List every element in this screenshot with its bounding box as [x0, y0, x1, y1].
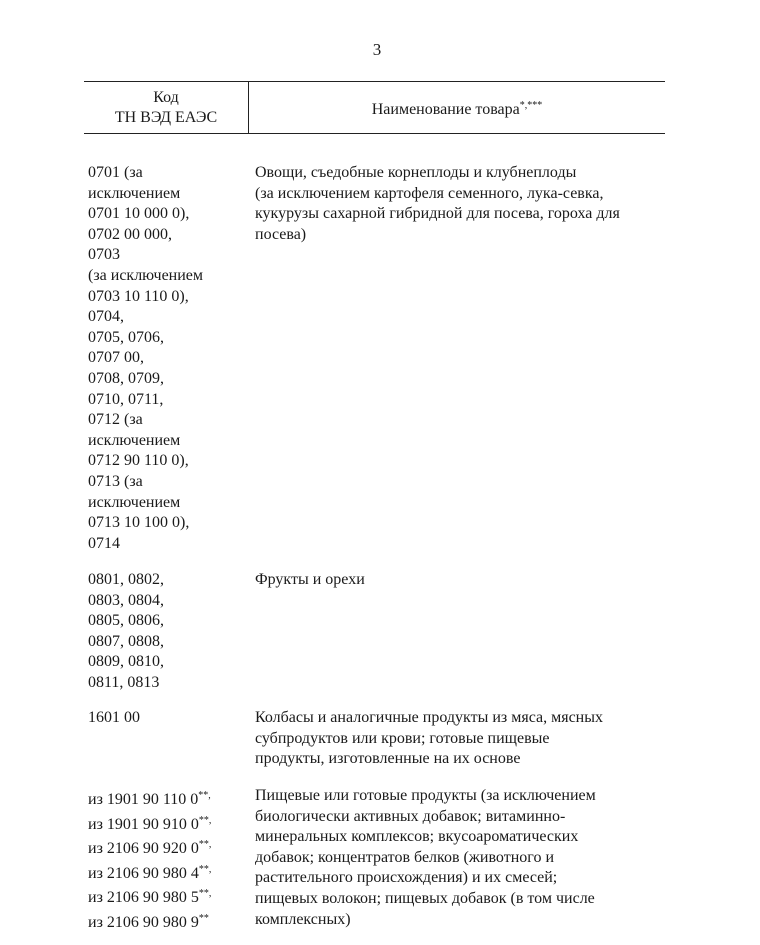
tariff-code-text: 0803, 0804,	[88, 591, 164, 609]
product-name-line: Фрукты и орехи	[255, 571, 365, 588]
tariff-code-line	[88, 860, 248, 885]
tariff-code-text: из 1901 90 910 0	[88, 815, 199, 833]
footnote-mark: **,	[198, 790, 211, 801]
tariff-code-cell	[88, 786, 248, 934]
product-name-line: кукурузы сахарной гибридной для посева, гороха для	[255, 205, 620, 223]
tariff-code-text: 0705, 0706,	[88, 328, 164, 346]
tariff-code-text: 0708, 0709,	[88, 369, 164, 387]
header-bottom-rule	[84, 133, 665, 134]
tariff-code-line	[88, 348, 248, 369]
tariff-code-line	[88, 570, 248, 591]
tariff-code-line	[88, 632, 248, 653]
tariff-code-text: 0712 (за	[88, 411, 143, 429]
tariff-code-text: 0811, 0813	[88, 673, 160, 691]
tariff-code-line	[88, 909, 248, 934]
product-name-line: биологически активных добавок; витаминно-	[255, 807, 566, 825]
tariff-code-line	[88, 513, 248, 534]
tariff-code-line	[88, 811, 248, 836]
tariff-code-line	[88, 287, 248, 308]
product-name-line: растительного происхождения) и их смесей;	[255, 869, 558, 887]
tariff-code-line	[88, 266, 248, 287]
product-name-line: добавок; концентратов белков (животного и	[255, 848, 554, 866]
tariff-code-line	[88, 369, 248, 390]
tariff-code-line	[88, 184, 248, 205]
tariff-code-line	[88, 611, 248, 632]
tariff-code-line	[88, 163, 248, 184]
tariff-code-line	[88, 245, 248, 266]
column-header-name-text: Наименование товара	[371, 101, 520, 118]
tariff-code-text: 0712 90 110 0),	[88, 452, 189, 470]
product-name-line: продукты, изготовленные на их основе	[255, 750, 521, 768]
footnote-mark: **,	[198, 863, 212, 875]
tariff-code-line	[88, 472, 248, 493]
tariff-code-line	[88, 673, 248, 694]
tariff-code-text: 0703 10 110 0),	[88, 287, 189, 305]
tariff-code-line	[88, 390, 248, 411]
tariff-code-text: 0703	[88, 246, 120, 264]
product-name-line: субпродуктов или крови; готовые пищевые	[255, 729, 550, 747]
tariff-code-text: 0701 (за	[88, 164, 143, 181]
tariff-code-line	[88, 652, 248, 673]
tariff-code-text: 0710, 0711,	[88, 390, 164, 408]
tariff-code-line	[88, 493, 248, 514]
product-name-cell	[255, 570, 668, 591]
tariff-code-text: 0704,	[88, 308, 124, 326]
tariff-code-line	[88, 328, 248, 349]
product-name-line: комплексных)	[255, 910, 351, 928]
product-name-cell	[255, 163, 668, 245]
page-number: 3	[372, 40, 382, 59]
tariff-code-line	[88, 708, 248, 729]
tariff-code-line	[88, 204, 248, 225]
tariff-code-text: исключением	[88, 184, 181, 202]
table-top-rule	[84, 81, 665, 82]
column-header-footnote-mark: *,***	[519, 100, 543, 111]
tariff-code-text: 0801, 0802,	[88, 571, 164, 588]
product-name-line: Овощи, съедобные корнеплоды и клубнеплоды	[255, 164, 577, 181]
tariff-code-line	[88, 431, 248, 452]
footnote-mark: **,	[198, 888, 212, 900]
column-header-code-line1: Код	[153, 89, 179, 106]
product-name-line: Колбасы и аналогичные продукты из мяса, мясных	[255, 709, 603, 726]
product-name-line: пищевых волокон; пищевых добавок (в том числе	[255, 889, 595, 907]
tariff-code-text: исключением	[88, 431, 181, 449]
tariff-code-line	[88, 307, 248, 328]
tariff-code-text: 0701 10 000 0),	[88, 205, 190, 223]
tariff-code-cell	[88, 570, 248, 694]
tariff-code-text: из 2106 90 920 0	[88, 840, 199, 858]
product-name-cell	[255, 708, 668, 770]
tariff-code-text: из 2106 90 980 5	[88, 889, 199, 907]
tariff-code-text: исключением	[88, 493, 181, 511]
column-header-name	[249, 96, 665, 120]
tariff-code-text: 0713 (за	[88, 472, 143, 490]
tariff-code-text: 0809, 0810,	[88, 653, 164, 671]
product-name-cell	[255, 786, 668, 930]
footnote-mark: **,	[198, 814, 212, 826]
tariff-code-text: 0707 00,	[88, 349, 144, 367]
product-name-line: Пищевые или готовые продукты (за исключением	[255, 787, 596, 804]
tariff-code-cell	[88, 708, 248, 729]
tariff-code-line	[88, 835, 248, 860]
tariff-code-cell	[88, 163, 248, 554]
footnote-mark: **	[198, 912, 209, 924]
footnote-mark: **,	[198, 839, 212, 851]
tariff-code-line	[88, 225, 248, 246]
tariff-code-line	[88, 451, 248, 472]
tariff-code-text: 0702 00 000,	[88, 225, 172, 243]
product-name-line: минеральных комплексов; вкусоароматических	[255, 828, 579, 846]
column-header-code	[84, 88, 248, 128]
product-name-line: посева)	[255, 225, 307, 243]
tariff-code-text: 0714	[88, 534, 120, 552]
tariff-code-line	[88, 591, 248, 612]
product-name-line: (за исключением картофеля семенного, лука-севка,	[255, 184, 604, 202]
tariff-code-line	[88, 786, 248, 811]
tariff-code-text: (за исключением	[88, 266, 204, 284]
tariff-code-text: из 2106 90 980 4	[88, 864, 199, 882]
column-header-code-line2: ТН ВЭД ЕАЭС	[114, 109, 218, 126]
tariff-code-text: из 2106 90 980 9	[88, 913, 199, 931]
tariff-code-text: из 1901 90 110 0	[88, 791, 199, 808]
tariff-code-line	[88, 410, 248, 431]
tariff-code-line	[88, 534, 248, 555]
tariff-code-text: 0805, 0806,	[88, 612, 164, 630]
tariff-code-line	[88, 884, 248, 909]
tariff-code-text: 1601 00	[88, 709, 140, 726]
tariff-code-text: 0713 10 100 0),	[88, 514, 190, 532]
tariff-code-text: 0807, 0808,	[88, 632, 164, 650]
